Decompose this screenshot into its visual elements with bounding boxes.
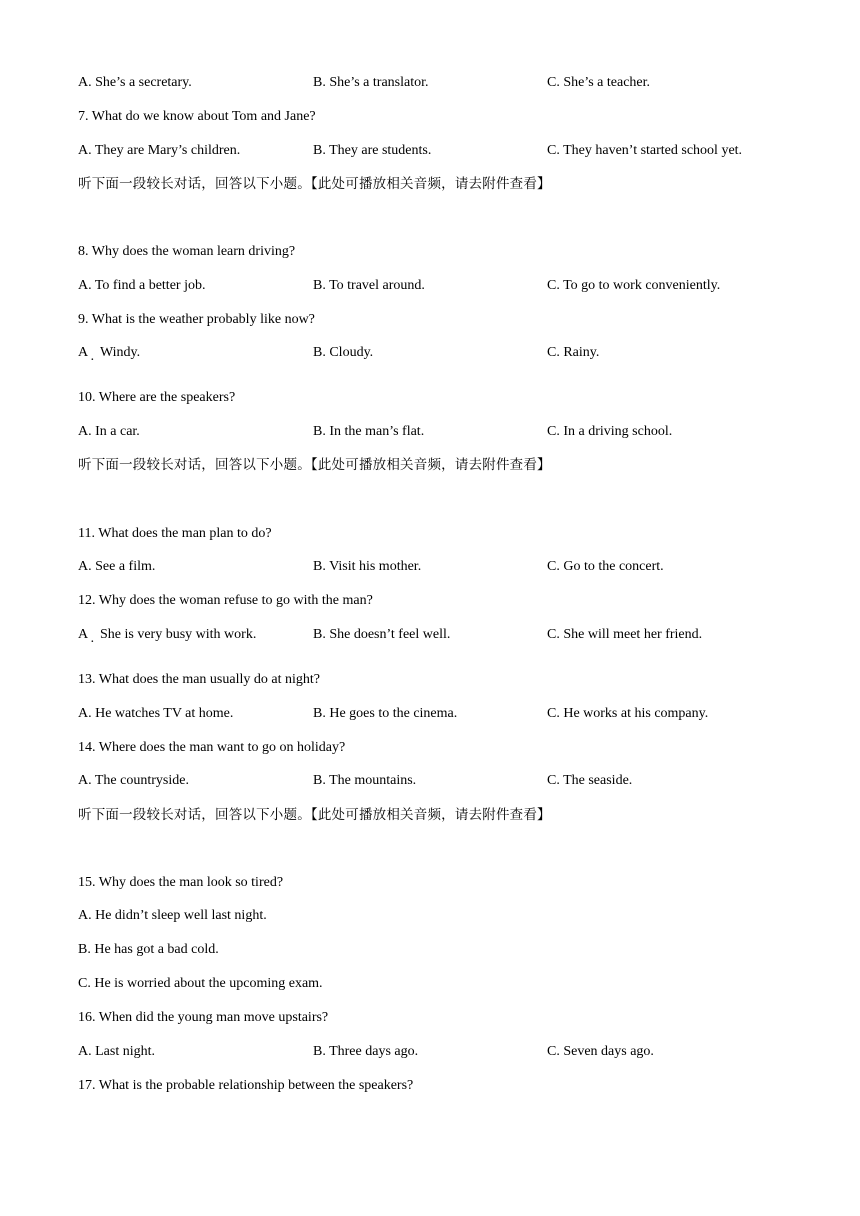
option-letter: A	[78, 627, 89, 642]
option-b: B. Visit his mother.	[313, 559, 422, 574]
option-text: She is very busy with work.	[100, 627, 257, 642]
option-a: A. She’s a secretary.	[78, 75, 192, 90]
option-a: A. See a film.	[78, 559, 156, 574]
option-c: C. To go to work conveniently.	[547, 278, 721, 293]
dot-mark: ·	[90, 353, 95, 368]
option-text: Windy.	[100, 345, 141, 360]
option-c: C. They haven’t started school yet.	[547, 143, 743, 158]
option-c: C. She’s a teacher.	[547, 75, 651, 90]
option-a: A. Last night.	[78, 1044, 155, 1059]
listening-instruction: 听下面一段较长对话，回答以下小题。【此处可播放相关音频，请去附件查看】	[78, 807, 551, 823]
question-14: 14. Where does the man want to go on holiday?	[78, 740, 346, 755]
option-a: A. They are Mary’s children.	[78, 143, 241, 158]
listening-instruction: 听下面一段较长对话，回答以下小题。【此处可播放相关音频，请去附件查看】	[78, 457, 551, 473]
option-c: C. He is worried about the upcoming exam.	[78, 976, 323, 991]
option-b: B. Cloudy.	[313, 345, 374, 360]
option-letter: A	[78, 345, 89, 360]
question-7: 7. What do we know about Tom and Jane?	[78, 109, 316, 124]
option-c: C. Rainy.	[547, 345, 600, 360]
question-15: 15. Why does the man look so tired?	[78, 875, 284, 890]
option-a: A. To find a better job.	[78, 278, 206, 293]
option-b: B. She doesn’t feel well.	[313, 627, 451, 642]
option-a: A. He didn’t sleep well last night.	[78, 908, 267, 923]
option-c: C. In a driving school.	[547, 424, 673, 439]
option-a: A. He watches TV at home.	[78, 706, 234, 721]
listening-instruction: 听下面一段较长对话，回答以下小题。【此处可播放相关音频，请去附件查看】	[78, 176, 551, 192]
option-b: B. She’s a translator.	[313, 75, 429, 90]
option-a	[78, 626, 257, 650]
question-13: 13. What does the man usually do at night?	[78, 672, 320, 687]
option-c: C. The seaside.	[547, 773, 633, 788]
question-10: 10. Where are the speakers?	[78, 390, 236, 405]
option-b: B. In the man’s flat.	[313, 424, 425, 439]
question-17: 17. What is the probable relationship between the speakers?	[78, 1078, 414, 1093]
option-b: B. He goes to the cinema.	[313, 706, 458, 721]
option-b: B. The mountains.	[313, 773, 417, 788]
option-c: C. Seven days ago.	[547, 1044, 654, 1059]
option-c: C. He works at his company.	[547, 706, 709, 721]
question-12: 12. Why does the woman refuse to go with the man?	[78, 593, 373, 608]
option-a: A. In a car.	[78, 424, 140, 439]
option-a	[78, 344, 141, 368]
option-c: C. Go to the concert.	[547, 559, 664, 574]
option-b: B. Three days ago.	[313, 1044, 419, 1059]
option-b: B. To travel around.	[313, 278, 425, 293]
option-c: C. She will meet her friend.	[547, 627, 703, 642]
question-16: 16. When did the young man move upstairs?	[78, 1010, 329, 1025]
option-b: B. They are students.	[313, 143, 432, 158]
question-8: 8. Why does the woman learn driving?	[78, 244, 296, 259]
question-11: 11. What does the man plan to do?	[78, 526, 272, 541]
option-b: B. He has got a bad cold.	[78, 942, 219, 957]
dot-mark: ·	[90, 635, 95, 650]
option-a: A. The countryside.	[78, 773, 189, 788]
question-9: 9. What is the weather probably like now?	[78, 312, 315, 327]
